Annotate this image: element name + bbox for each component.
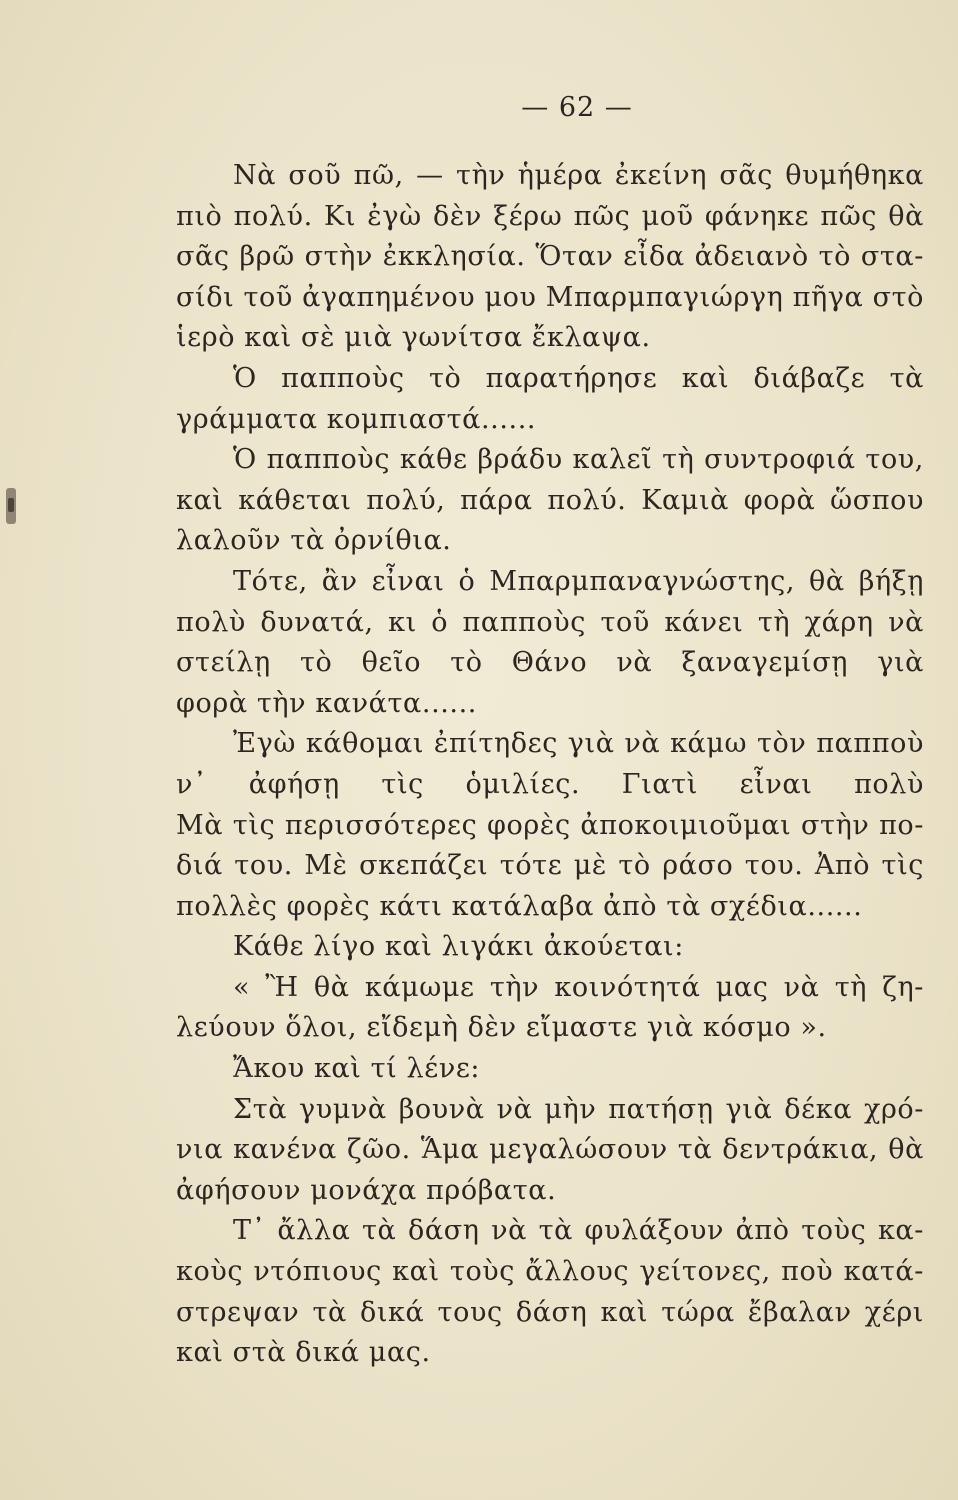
text-line: πιὸ πολύ. Κι ἐγὼ δὲν ξέρω πῶς μοῦ φάνηκε πῶς θὰ <box>176 200 924 232</box>
text-line: Τότε, ἂν εἶναι ὁ Μπαρμπαναγνώστης, θὰ βήξῃ <box>233 565 924 597</box>
text-line: ν᾽ ἀφήσῃ τὶς ὁμιλίες. Γιατὶ εἶναι πολὺ <box>176 768 924 800</box>
text-line: λεύουν ὅλοι, εἴδεμὴ δὲν εἴμαστε γιὰ κόσμο ». <box>176 1012 827 1044</box>
page-number: — 62 — <box>521 92 633 123</box>
text-line: Ἐγὼ κάθομαι ἐπίτηδες γιὰ νὰ κάμω τὸν παπποὺ <box>233 728 924 760</box>
text-line: πολλὲς φορὲς κάτι κατάλαβα ἀπὸ τὰ σχέδια...... <box>176 890 863 922</box>
text-line: Νὰ σοῦ πῶ, — τὴν ἡμέρα ἐκείνη σᾶς θυμήθηκα <box>233 160 924 191</box>
text-line: σίδι τοῦ ἀγαπημένου μου Μπαρμπαγιώργη πῆγα στὸ <box>176 281 924 313</box>
text-line: Ὁ παπποὺς κάθε βράδυ καλεῖ τὴ συντροφιά του, <box>233 444 924 476</box>
text-line: στείλῃ τὸ θεῖο τὸ Θάνο νὰ ξαναγεμίσῃ γιὰ <box>176 647 924 679</box>
text-line: διά του. Μὲ σκεπάζει τότε μὲ τὸ ράσο του. Ἀπὸ τὶς <box>176 850 924 882</box>
text-line: στρεψαν τὰ δικά τους δάση καὶ τώρα ἔβαλαν χέρι <box>176 1296 924 1328</box>
body-text <box>176 156 924 1374</box>
text-line: Στὰ γυμνὰ βουνὰ νὰ μὴν πατήσῃ γιὰ δέκα χρό- <box>233 1093 924 1125</box>
text-line: « Ἢ θὰ κάμωμε τὴν κοινότητά μας νὰ τὴ ζη- <box>233 971 924 1003</box>
text-line: Ἄκου καὶ τί λένε: <box>233 1053 481 1085</box>
text-line: Ὁ παπποὺς τὸ παρατήρησε καὶ διάβαζε τὰ <box>233 362 924 394</box>
text-line: φορὰ τὴν κανάτα...... <box>176 687 477 719</box>
text-line: καὶ στὰ δικά μας. <box>176 1337 431 1369</box>
text-line: Μὰ τὶς περισσότερες φορὲς ἀποκοιμιοῦμαι στὴν πο- <box>176 809 924 841</box>
text-line: νια κανένα ζῶο. Ἅμα μεγαλώσουν τὰ δεντράκια, θὰ <box>176 1134 924 1166</box>
text-line: Τ᾽ ἄλλα τὰ δάση νὰ τὰ φυλάξουν ἀπὸ τοὺς κα- <box>233 1215 924 1247</box>
text-line: Κάθε λίγο καὶ λιγάκι ἀκούεται: <box>233 931 684 963</box>
text-line: λαλοῦν τὰ ὀρνίθια. <box>176 525 452 557</box>
text-line: πολὺ δυνατά, κι ὁ παπποὺς τοῦ κάνει τὴ χάρη νὰ <box>176 606 924 638</box>
binding-stain-dark <box>8 498 14 512</box>
text-line: γράμματα κομπιαστά...... <box>176 403 537 435</box>
text-line: ἱερὸ καὶ σὲ μιὰ γωνίτσα ἔκλαψα. <box>176 322 651 354</box>
text-line: ἀφήσουν μονάχα πρόβατα. <box>176 1174 557 1206</box>
text-line: κοὺς ντόπιους καὶ τοὺς ἄλλους γείτονες, ποὺ κατά- <box>176 1256 924 1288</box>
text-line: καὶ κάθεται πολύ, πάρα πολύ. Καμιὰ φορὰ ὥσπου <box>176 484 924 516</box>
text-line: σᾶς βρῶ στὴν ἐκκλησία. Ὅταν εἶδα ἀδειανὸ τὸ στα- <box>176 241 924 273</box>
